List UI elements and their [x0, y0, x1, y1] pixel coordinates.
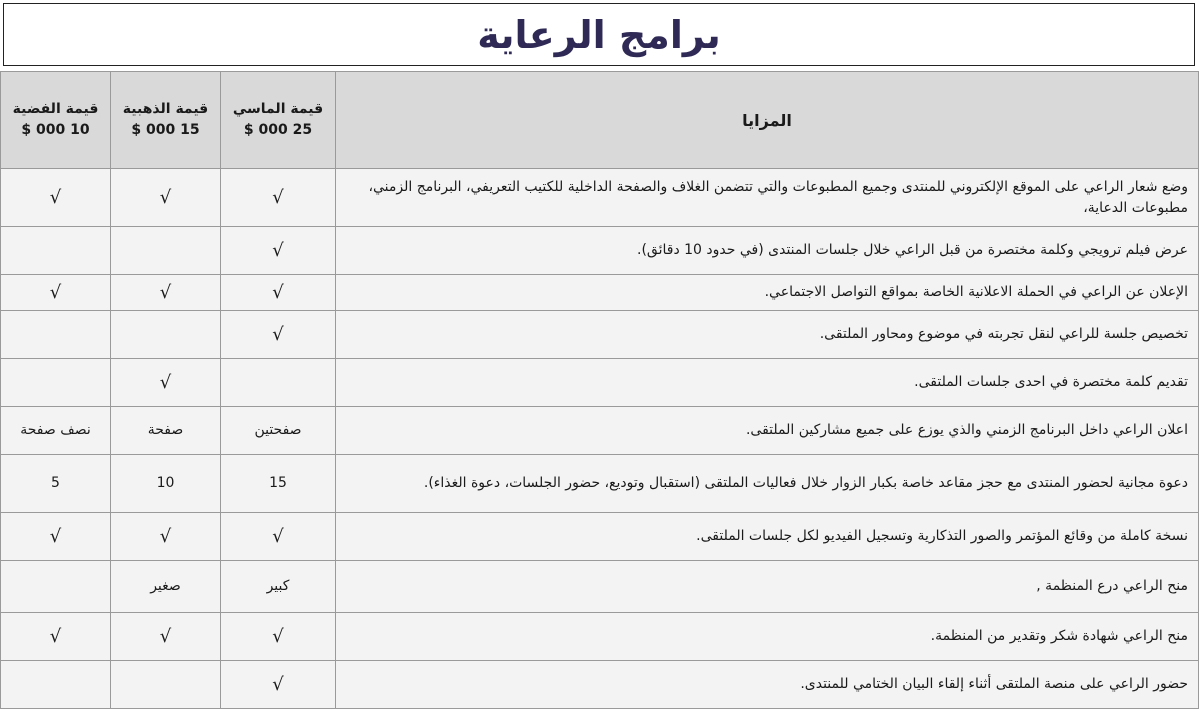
- diamond-value: √: [221, 311, 336, 359]
- benefit-cell: وضع شعار الراعي على الموقع الإلكتروني للمنتدى وجميع المطبوعات والتي تتضمن الغلاف والصفحة الداخلية للكتيب التعريفي، البرنامج الزمني، مطبوعات الدعاية،: [336, 169, 1199, 227]
- silver-value: [1, 661, 111, 709]
- benefit-cell: تقديم كلمة مختصرة في احدى جلسات الملتقى.: [336, 359, 1199, 407]
- gold-value: √: [111, 359, 221, 407]
- gold-value: صفحة: [111, 407, 221, 455]
- tier-name: قيمة الماسي: [232, 101, 324, 117]
- silver-value: 5: [1, 455, 111, 513]
- table-row: [1, 661, 1199, 709]
- gold-value: √: [111, 275, 221, 311]
- tier-name: قيمة الذهبية: [122, 101, 209, 117]
- benefit-cell: حضور الراعي على منصة الملتقى أثناء إلقاء البيان الختامي للمنتدى.: [336, 661, 1199, 709]
- table-row: [1, 227, 1199, 275]
- benefit-cell: نسخة كاملة من وقائع المؤتمر والصور التذكارية وتسجيل الفيديو لكل جلسات الملتقى.: [336, 513, 1199, 561]
- gold-value: [111, 227, 221, 275]
- gold-value: 10: [111, 455, 221, 513]
- tier-price: 10 000 $: [21, 122, 90, 138]
- benefit-cell: اعلان الراعي داخل البرنامج الزمني والذي يوزع على جميع مشاركين الملتقى.: [336, 407, 1199, 455]
- sponsorship-table: [0, 71, 1199, 709]
- diamond-value: √: [221, 227, 336, 275]
- diamond-value: صفحتين: [221, 407, 336, 455]
- gold-value: [111, 661, 221, 709]
- gold-value: √: [111, 613, 221, 661]
- diamond-value: √: [221, 613, 336, 661]
- benefit-cell: الإعلان عن الراعي في الحملة الاعلانية الخاصة بمواقع التواصل الاجتماعي.: [336, 275, 1199, 311]
- header-row: [1, 72, 1199, 169]
- gold-value: √: [111, 169, 221, 227]
- silver-value: [1, 561, 111, 613]
- tier-name: قيمة الفضية: [12, 101, 99, 117]
- table-row: [1, 561, 1199, 613]
- gold-value: [111, 311, 221, 359]
- tier-header-silver: [1, 72, 111, 169]
- table-row: [1, 613, 1199, 661]
- page-title: برامج الرعاية: [477, 12, 721, 57]
- benefit-cell: دعوة مجانية لحضور المنتدى مع حجز مقاعد خاصة بكبار الزوار خلال فعاليات الملتقى (استقبال وتوديع، حضور الجلسات، دعوة الغذاء).: [336, 455, 1199, 513]
- table-row: [1, 359, 1199, 407]
- diamond-value: [221, 359, 336, 407]
- silver-value: √: [1, 513, 111, 561]
- table-row: [1, 455, 1199, 513]
- silver-value: √: [1, 275, 111, 311]
- silver-value: [1, 227, 111, 275]
- table-row: [1, 513, 1199, 561]
- tier-price: 15 000 $: [131, 122, 200, 138]
- silver-value: √: [1, 613, 111, 661]
- benefit-cell: تخصيص جلسة للراعي لنقل تجربته في موضوع ومحاور الملتقى.: [336, 311, 1199, 359]
- tier-header-diamond: [221, 72, 336, 169]
- table-row: [1, 407, 1199, 455]
- diamond-value: √: [221, 513, 336, 561]
- table-row: [1, 311, 1199, 359]
- table-row: [1, 275, 1199, 311]
- diamond-value: 15: [221, 455, 336, 513]
- diamond-value: كبير: [221, 561, 336, 613]
- silver-value: √: [1, 169, 111, 227]
- diamond-value: √: [221, 169, 336, 227]
- silver-value: نصف صفحة: [1, 407, 111, 455]
- tier-header-gold: [111, 72, 221, 169]
- table-row: [1, 169, 1199, 227]
- benefit-cell: منح الراعي شهادة شكر وتقدير من المنظمة.: [336, 613, 1199, 661]
- benefit-cell: عرض فيلم ترويجي وكلمة مختصرة من قبل الراعي خلال جلسات المنتدى (في حدود 10 دقائق).: [336, 227, 1199, 275]
- silver-value: [1, 311, 111, 359]
- gold-value: √: [111, 513, 221, 561]
- title-box: [3, 3, 1195, 66]
- diamond-value: √: [221, 275, 336, 311]
- silver-value: [1, 359, 111, 407]
- diamond-value: √: [221, 661, 336, 709]
- tier-price: 25 000 $: [243, 122, 313, 138]
- benefit-cell: منح الراعي درع المنظمة ,: [336, 561, 1199, 613]
- gold-value: صغير: [111, 561, 221, 613]
- benefits-header: المزايا: [336, 72, 1199, 169]
